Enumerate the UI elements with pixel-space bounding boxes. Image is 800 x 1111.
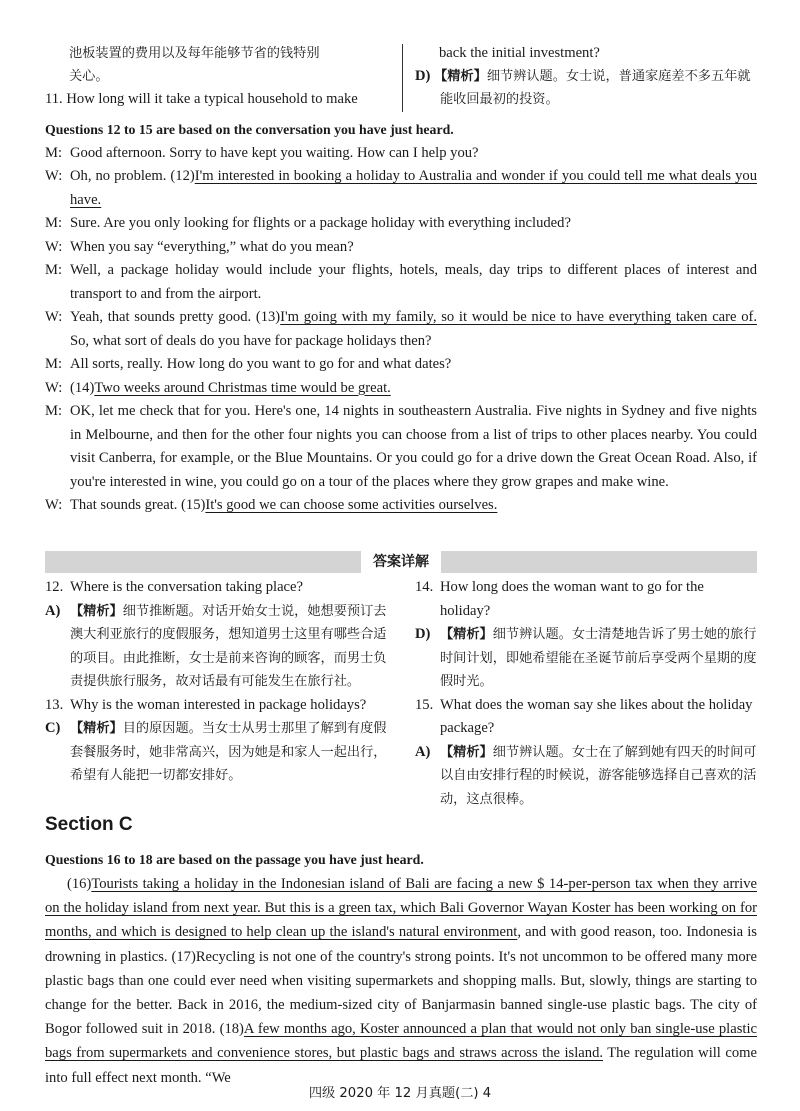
question-number: 14.: [415, 579, 434, 595]
answer-analysis: [415, 741, 757, 812]
answer-letter: D): [415, 68, 431, 84]
analysis-text: 目的原因题。当女士从男士那里了解到有度假套餐服务时，她非常高兴，因为她是和家人一起出行，希望有人能把一切都安排好。: [70, 721, 387, 783]
left-column-top: [45, 42, 395, 111]
dialogue-text: Oh, no problem. (12): [70, 168, 195, 184]
speaker-label: W:: [45, 497, 63, 513]
speaker-label: M:: [45, 262, 63, 278]
answer-letter: A): [45, 602, 61, 619]
passage-paragraph: [45, 872, 757, 1090]
answer-letter: A): [415, 743, 431, 760]
question-number: 13.: [45, 696, 64, 713]
underlined-answer-text: I'm interested in booking a holiday to Australia and wonder if you could tell me what deals you have.: [70, 168, 757, 208]
analysis-text: 细节推断题。对话开始女士说，她想要预订去澳大利亚旅行的度假服务，想知道男士这里有哪些合适的项目。由此推断，女士是前来咨询的顾客，而男士负责提供旅行服务，故对话最有可能发生在旅行社。: [70, 603, 387, 689]
answer-analysis: [45, 600, 393, 694]
passage-header: Questions 16 to 18 are based on the passage you have just heard.: [45, 852, 424, 867]
answer-11: [415, 65, 757, 111]
question-number: 12.: [45, 579, 64, 595]
analysis-tag: 【精析】: [440, 744, 493, 760]
answers-left-column: [45, 576, 393, 788]
dialogue-text: Good afternoon. Sorry to have kept you waiting. How can I help you?: [70, 144, 479, 161]
passage-text: (16): [67, 876, 92, 892]
answer-letter: C): [45, 720, 61, 736]
page-footer: 四级 2020 年 12 月真题(二) 4: [308, 1086, 492, 1101]
passage-underlined: A few months ago, Koster announced a plan that would not only ban single-use plastic bags from supermarkets and convenience stores, but plastic bags and straws across the island.: [45, 1021, 757, 1062]
analysis-text: 细节辨认题。女士清楚地告诉了男士她的旅行时间计划，即她希望能在圣诞节前后享受两个星期的度假时光。: [440, 627, 757, 689]
answers-right-column: [415, 576, 757, 811]
dialogue-text: (14): [70, 379, 95, 396]
question-11-continuation: back the initial investment?: [439, 45, 600, 61]
dialogue-line: [45, 400, 757, 494]
question-text: How long does the woman want to go for the holiday?: [440, 579, 704, 619]
underlined-answer-text: It's good we can choose some activities ourselves.: [205, 497, 498, 513]
speaker-label: W:: [45, 168, 63, 184]
analysis-tag: 【精析】: [70, 603, 123, 619]
answer-letter: D): [415, 626, 431, 642]
passage-text: , and with good reason, too. Indonesia is drowning in plastics. (17)Recycling is not one of the country's strong points. It's not uncommon to be offered many more plastic bags than one could ever need when visiting supermarkets and shopping malls. But, slowly, things are starting to change for the better. Back in 2016, the medium-sized city of Banjarmasin banned single-use plastic bags. The city of Bogor followed suit in 2018. (18): [45, 924, 757, 1038]
dialogue-text: So, what sort of deals do you have for package holidays then?: [70, 332, 432, 349]
dialogue-line: [45, 306, 757, 353]
passage-underlined: Tourists taking a holiday in the Indonesian island of Bali are facing a new $ 14-per-person tax when they arrive on the holiday island from next year. But this is a green tax, which Bali Governor Wayan Koster has been working on for months, and which is designed to help clean up the island's natural environment: [45, 876, 757, 941]
conversation-header: Questions 12 to 15 are based on the conversation you have just heard.: [45, 122, 454, 137]
answer-analysis: [415, 623, 757, 694]
underlined-answer-text: I'm going with my family, so it would be nice to have everything taken care of.: [280, 309, 758, 325]
analysis-continuation: 池板装置的费用以及每年能够节省的钱特别: [69, 46, 320, 61]
dialogue-text: OK, let me check that for you. Here's one, 14 nights in southeastern Australia. Five nights in Sydney and five nights in Melbourne, and then for the other four nights you can choose from a list of trips to other places nearby. You could visit Canberra, for example, or the Blue Mountains. Or you could go for a drive down the Great Ocean Road. Also, if you're interested in wine, you could go on a tour of the places where they grow grapes and make wine.: [70, 403, 757, 490]
question-11: [45, 88, 395, 111]
dialogue-text: Well, a package holiday would include your flights, hotels, meals, day trips to different places of interest and transport to and from the airport.: [70, 262, 757, 302]
analysis-text: 细节辨认题。女士在了解到她有四天的时间可以自由安排行程的时候说，游客能够选择自己喜欢的活动，这点很棒。: [440, 744, 757, 807]
speaker-label: W:: [45, 238, 63, 255]
analysis-continuation-end: 关心。: [69, 69, 109, 84]
analysis-text-2: 年就能收回最初的投资。: [440, 69, 751, 107]
underlined-answer-text: Two weeks around Christmas time would be great.: [94, 379, 391, 396]
answer-banner: [45, 551, 757, 573]
speaker-label: M:: [45, 144, 63, 161]
speaker-label: M:: [45, 215, 63, 231]
speaker-label: W:: [45, 379, 63, 396]
analysis-tag: 【精析】: [434, 69, 487, 84]
dialogue-text: That sounds great. (15): [70, 497, 206, 513]
question-text: Where is the conversation taking place?: [70, 579, 303, 595]
question-text: What does the woman say she likes about the holiday package?: [440, 696, 753, 736]
dialogue-line: [45, 212, 757, 236]
question-number: 15.: [415, 696, 434, 713]
analysis-tag: 【精析】: [70, 721, 123, 736]
question-text: How long will it take a typical household to make: [66, 91, 358, 107]
question-item: [45, 694, 393, 718]
section-c-title: Section C: [45, 814, 133, 835]
answer-banner-title: 答案详解: [361, 551, 441, 573]
section-c-passage: [45, 848, 757, 1090]
dialogue-line: [45, 377, 757, 401]
dialogue-line: [45, 259, 757, 306]
speaker-label: M:: [45, 403, 63, 419]
answer-analysis: [45, 717, 393, 788]
dialogue-text: Yeah, that sounds pretty good. (13): [70, 309, 281, 325]
answer-details: [45, 576, 757, 811]
dialogue-line: [45, 353, 757, 377]
conversation-lines: [45, 142, 757, 518]
dialogue-text: Sure. Are you only looking for flights or a package holiday with everything included?: [70, 215, 571, 231]
dialogue-text: All sorts, really. How long do you want to go for and what dates?: [70, 356, 452, 372]
question-text: Why is the woman interested in package holidays?: [70, 696, 367, 713]
analysis-text: 细节辨认题。女士说，普通家庭差不多五: [486, 69, 725, 84]
dialogue-text: When you say “everything,” what do you mean?: [70, 238, 354, 255]
dialogue-line: [45, 142, 757, 166]
question-item: [415, 694, 757, 741]
right-column-top: [415, 42, 757, 111]
question-item: [45, 576, 393, 600]
question-item: [415, 576, 757, 623]
previous-answer-block: [45, 42, 757, 112]
speaker-label: M:: [45, 356, 63, 372]
dialogue-line: [45, 494, 757, 518]
dialogue-line: [45, 236, 757, 260]
passage-text: The regulation will come into full effect next month. “We: [45, 1045, 757, 1086]
column-divider: [402, 44, 403, 112]
analysis-tag: 【精析】: [440, 627, 493, 642]
dialogue-line: [45, 165, 757, 212]
speaker-label: W:: [45, 309, 63, 325]
question-number: 11.: [45, 91, 63, 107]
conversation-section: [45, 118, 757, 518]
